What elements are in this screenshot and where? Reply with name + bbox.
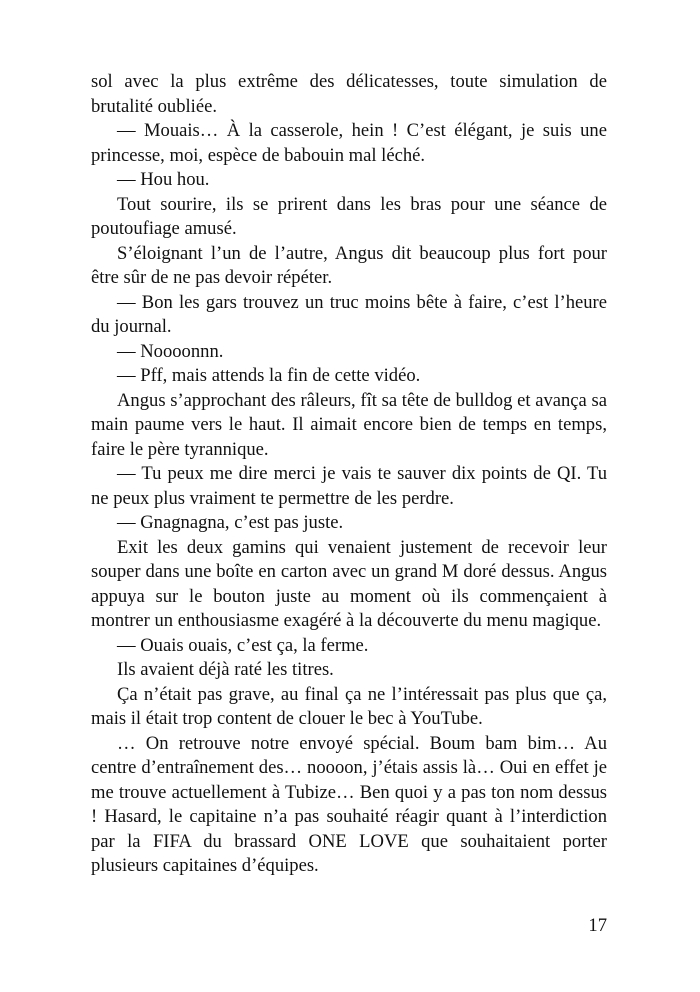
paragraph: — Hou hou. <box>117 169 210 190</box>
paragraph: Angus s’approchant des râleurs, fît sa tête de bulldog et avança sa main paume vers le haut. Il aimait encore bien de temps en temps, faire le père tyrannique. <box>91 389 607 460</box>
body-text <box>91 70 607 879</box>
paragraph: Exit les deux gamins qui venaient justement de recevoir leur souper dans une boîte en carton avec un grand M doré dessus. Angus appuya sur le bouton juste au moment où ils commençaient à montrer un enthousiasme exagéré à la découverte du menu magique. <box>91 536 607 631</box>
paragraph: Tout sourire, ils se prirent dans les bras pour une séance de poutoufiage amusé. <box>91 193 607 239</box>
paragraph: — Tu peux me dire merci je vais te sauver dix points de QI. Tu ne peux plus vraiment te permettre de les perdre. <box>91 463 607 509</box>
paragraph: sol avec la plus extrême des délicatesses, toute simulation de brutalité oubliée. <box>91 71 607 117</box>
paragraph: — Mouais… À la casserole, hein ! C’est élégant, je suis une princesse, moi, espèce de babouin mal léché. <box>91 120 607 166</box>
paragraph: Ça n’était pas grave, au final ça ne l’intéressait pas plus que ça, mais il était trop content de clouer le bec à YouTube. <box>91 683 607 729</box>
paragraph: Ils avaient déjà raté les titres. <box>117 659 334 680</box>
paragraph: — Ouais ouais, c’est ça, la ferme. <box>117 634 369 656</box>
paragraph: S’éloignant l’un de l’autre, Angus dit beaucoup plus fort pour être sûr de ne pas devoir répéter. <box>91 242 607 288</box>
paragraph: — Gnagnagna, c’est pas juste. <box>117 512 344 533</box>
paragraph: — Pff, mais attends la fin de cette vidéo. <box>117 365 421 386</box>
page-number: 17 <box>588 915 607 936</box>
paragraph: — Bon les gars trouvez un truc moins bête à faire, c’est l’heure du journal. <box>91 291 607 337</box>
paragraph: — Noooonnn. <box>117 340 224 362</box>
paragraph: … On retrouve notre envoyé spécial. Boum bam bim… Au centre d’entraînement des… noooon, j’étais assis là… Oui en effet je me trouve actuellement à Tubize… Ben quoi y a pas ton nom dessus ! Hasard, le capitaine n’a pas souhaité réagir quant à l’interdiction par la FIFA du brassard ONE LOVE que souhaitaient porter plusieurs capitaines d’équipes. <box>91 732 607 876</box>
